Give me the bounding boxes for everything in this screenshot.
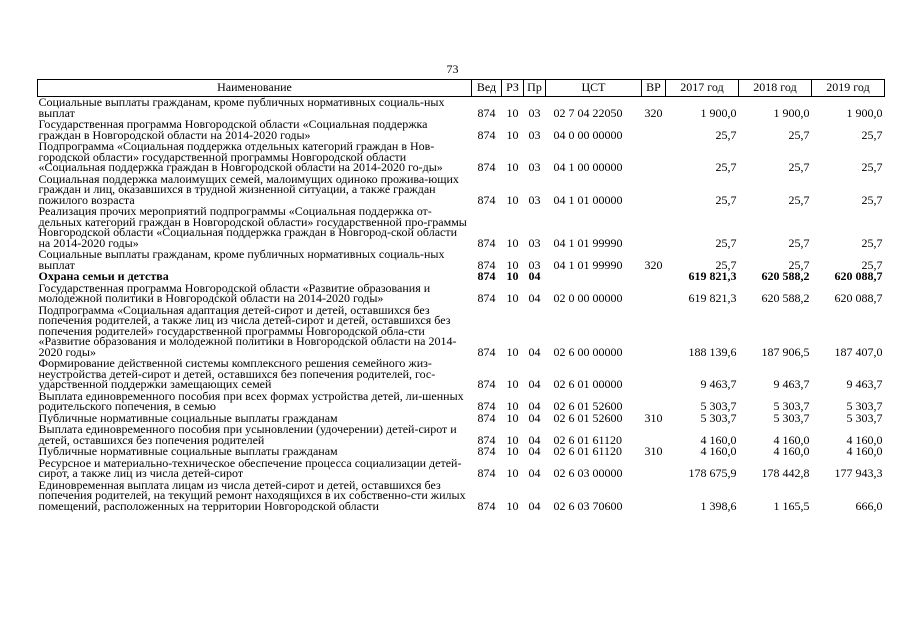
cell-vr xyxy=(642,358,666,391)
cell-vr: 320 xyxy=(644,257,663,271)
cell-rz: 10 xyxy=(506,291,519,305)
cell-pr: 04 xyxy=(528,412,541,424)
cell-cst: 04 1 01 99990 xyxy=(553,257,623,271)
cell-rz: 10 xyxy=(506,271,519,283)
cell-ved: 874 xyxy=(477,192,496,206)
cell-rz: 10 xyxy=(506,498,519,512)
cell-y2017: 25,7 xyxy=(715,257,737,271)
column-header-cst: ЦСТ xyxy=(546,80,642,97)
cell-y2017: 5 303,7 xyxy=(700,412,737,424)
cell-ved: 874 xyxy=(477,466,496,480)
cell-cst: 04 1 00 00000 xyxy=(553,160,623,174)
cell-y2018: 25,7 xyxy=(788,127,810,141)
cell-vr xyxy=(642,458,666,480)
page-number: 73 xyxy=(446,62,459,76)
cell-cst: 02 6 01 00000 xyxy=(553,377,623,391)
cell-name xyxy=(38,271,472,283)
table-row xyxy=(38,413,885,425)
row-name-text: Подпрограмма «Социальная адаптация детей-сирот и детей, оставшихся без попечения родителей, а также лиц из числа детей-сирот и детей, оставшихся без попечения родителей» государственной программы Новгородской обла-сти «Развитие образования и молодежной политики в Новгородской области на 2014-2020 годы» xyxy=(38,304,457,358)
table-row xyxy=(38,458,885,480)
cell-y2018: 178 442,8 xyxy=(761,466,810,480)
cell-y2018: 620 588,2 xyxy=(761,271,810,283)
cell-pr: 04 xyxy=(528,498,541,512)
cell-name xyxy=(38,174,472,207)
cell-vr xyxy=(642,119,666,141)
table-row xyxy=(38,97,885,120)
cell-rz: 10 xyxy=(506,432,519,446)
cell-pr: 04 xyxy=(528,271,541,283)
table-header-row xyxy=(38,80,885,97)
cell-y2017: 5 303,7 xyxy=(700,399,737,413)
cell-ved: 874 xyxy=(477,271,496,283)
cell-y2018: 620 588,2 xyxy=(761,291,810,305)
cell-pr: 03 xyxy=(528,235,541,249)
budget-table xyxy=(37,79,885,512)
column-header-pr: Пр xyxy=(524,80,546,97)
cell-name xyxy=(38,305,472,359)
cell-vr xyxy=(642,141,666,174)
cell-y2019: 25,7 xyxy=(861,257,883,271)
cell-y2017: 619 821,3 xyxy=(688,291,737,305)
cell-y2018: 1 165,5 xyxy=(773,498,810,512)
row-name-text: Государственная программа Новгородской области «Социальная поддержка граждан в Новгородской области на 2014-2020 годы» xyxy=(38,119,428,141)
cell-y2018: 5 303,7 xyxy=(773,412,810,424)
cell-ved: 874 xyxy=(477,257,496,271)
column-header-2018: 2018 год xyxy=(739,80,812,97)
column-header-name: Наименование xyxy=(38,80,472,97)
cell-pr: 03 xyxy=(528,105,541,119)
cell-y2017: 4 160,0 xyxy=(700,446,737,458)
cell-y2019: 4 160,0 xyxy=(846,446,883,458)
cell-y2017: 25,7 xyxy=(715,127,737,141)
cell-name xyxy=(38,480,472,513)
cell-pr: 04 xyxy=(528,446,541,458)
cell-y2017: 25,7 xyxy=(715,192,737,206)
table-row xyxy=(38,305,885,359)
cell-cst: 02 6 00 00000 xyxy=(553,344,623,358)
cell-vr xyxy=(642,480,666,513)
column-header-rz: РЗ xyxy=(502,80,524,97)
cell-y2017: 188 139,6 xyxy=(688,344,737,358)
row-name-text: Ресурсное и материально-техническое обеспечение процесса социализации детей-сирот, а также лиц из числа детей-сирот xyxy=(38,457,462,480)
cell-cst: 02 6 03 00000 xyxy=(553,466,623,480)
cell-rz: 10 xyxy=(506,399,519,413)
table-row xyxy=(38,424,885,446)
cell-rz: 10 xyxy=(506,105,519,119)
cell-rz: 10 xyxy=(506,344,519,358)
table-row xyxy=(38,480,885,513)
cell-y2019: 25,7 xyxy=(861,192,883,206)
row-name-text: Публичные нормативные социальные выплаты гражданам xyxy=(38,446,338,458)
cell-pr: 03 xyxy=(528,192,541,206)
cell-y2018: 25,7 xyxy=(788,235,810,249)
cell-y2019: 620 088,7 xyxy=(834,291,883,305)
cell-y2019: 620 088,7 xyxy=(834,271,883,283)
cell-cst xyxy=(546,271,642,283)
cell-name xyxy=(38,97,472,120)
cell-rz: 10 xyxy=(506,127,519,141)
cell-y2017: 25,7 xyxy=(715,160,737,174)
cell-cst: 02 6 01 52600 xyxy=(553,412,623,424)
column-header-vr: ВР xyxy=(642,80,666,97)
table-row xyxy=(38,249,885,271)
cell-ved: 874 xyxy=(477,432,496,446)
row-name-text: Реализация прочих мероприятий подпрограммы «Социальная поддержка от-дельных категорий граждан в Новгородской области» государственной про-граммы Новгородской области «Социальная поддержка граждан в Новгород-ской области на 2014-2020 годы» xyxy=(38,206,467,249)
cell-y2019: 5 303,7 xyxy=(846,412,883,424)
cell-pr: 04 xyxy=(528,399,541,413)
cell-pr: 04 xyxy=(528,432,541,446)
cell-name xyxy=(38,413,472,425)
cell-y2019: 666,0 xyxy=(855,498,883,512)
cell-rz: 10 xyxy=(506,377,519,391)
cell-ved: 874 xyxy=(477,412,496,424)
cell-cst: 02 6 01 52600 xyxy=(553,399,623,413)
column-header-2019: 2019 год xyxy=(812,80,885,97)
cell-vr: 310 xyxy=(644,446,663,458)
cell-vr xyxy=(642,391,666,413)
cell-name xyxy=(38,249,472,271)
cell-pr: 03 xyxy=(528,127,541,141)
cell-cst: 04 1 01 99990 xyxy=(553,235,623,249)
cell-cst: 02 6 03 70600 xyxy=(553,498,623,512)
cell-ved: 874 xyxy=(477,291,496,305)
cell-y2018: 25,7 xyxy=(788,160,810,174)
row-name-text: Социальные выплаты гражданам, кроме публичных нормативных социаль-ных выплат xyxy=(38,96,445,119)
cell-name xyxy=(38,424,472,446)
cell-y2019: 25,7 xyxy=(861,127,883,141)
row-name-text: Охрана семьи и детства xyxy=(38,271,169,283)
cell-pr: 03 xyxy=(528,257,541,271)
cell-name xyxy=(38,358,472,391)
cell-vr xyxy=(642,283,666,305)
cell-y2019: 5 303,7 xyxy=(846,399,883,413)
cell-rz: 10 xyxy=(506,192,519,206)
table-row xyxy=(38,391,885,413)
cell-rz: 10 xyxy=(506,257,519,271)
cell-name xyxy=(38,391,472,413)
cell-y2018: 187 906,5 xyxy=(761,344,810,358)
cell-rz: 10 xyxy=(506,235,519,249)
cell-cst: 02 6 01 61120 xyxy=(553,446,623,458)
cell-y2019: 25,7 xyxy=(861,160,883,174)
row-name-text: Единовременная выплата лицам из числа детей-сирот и детей, оставшихся без попечения родителей, на текущий ремонт находящихся в их собственно-сти жилых помещений, расположенных на территории Новгородской области xyxy=(38,479,466,512)
cell-vr xyxy=(642,271,666,283)
cell-ved: 874 xyxy=(477,446,496,458)
cell-y2017: 178 675,9 xyxy=(688,466,737,480)
row-name-text: Публичные нормативные социальные выплаты гражданам xyxy=(38,412,338,424)
cell-pr: 04 xyxy=(528,344,541,358)
cell-name xyxy=(38,458,472,480)
cell-ved: 874 xyxy=(477,498,496,512)
cell-pr: 04 xyxy=(528,377,541,391)
cell-name xyxy=(38,206,472,249)
cell-vr xyxy=(642,174,666,207)
cell-ved: 874 xyxy=(477,344,496,358)
table-row xyxy=(38,206,885,249)
cell-cst: 02 7 04 22050 xyxy=(553,105,623,119)
cell-y2017: 4 160,0 xyxy=(700,432,737,446)
cell-y2019: 25,7 xyxy=(861,235,883,249)
cell-vr xyxy=(642,305,666,359)
cell-rz: 10 xyxy=(506,160,519,174)
cell-y2018: 25,7 xyxy=(788,192,810,206)
cell-cst: 04 1 01 00000 xyxy=(553,192,623,206)
cell-name xyxy=(38,446,472,458)
table-row xyxy=(38,283,885,305)
cell-rz: 10 xyxy=(506,446,519,458)
table-row xyxy=(38,119,885,141)
cell-name xyxy=(38,141,472,174)
cell-y2018: 9 463,7 xyxy=(773,377,810,391)
cell-cst: 02 0 00 00000 xyxy=(553,291,623,305)
cell-y2018: 1 900,0 xyxy=(773,105,810,119)
table-row xyxy=(38,174,885,207)
cell-y2019: 177 943,3 xyxy=(834,466,883,480)
row-name-text: Формирование действенной системы комплексного решения семейного жиз-неустройства детей-сирот и детей, оставшихся без попечения родителей, гос-ударственной поддержки замещающих семей xyxy=(38,358,436,391)
row-name-text: Выплата единовременного пособия при всех формах устройства детей, ли-шенных родительского попечения, в семью xyxy=(38,390,464,413)
cell-pr: 04 xyxy=(528,291,541,305)
cell-ved: 874 xyxy=(477,127,496,141)
row-name-text: Государственная программа Новгородской области «Развитие образования и молодежной политики в Новгородской области на 2014-2020 годы» xyxy=(38,282,431,305)
cell-vr xyxy=(642,206,666,249)
column-header-ved: Вед xyxy=(472,80,502,97)
cell-vr: 320 xyxy=(644,105,663,119)
cell-y2017: 25,7 xyxy=(715,235,737,249)
cell-y2018: 4 160,0 xyxy=(773,432,810,446)
row-name-text: Выплата единовременного пособия при усыновлении (удочерении) детей-сирот и детей, оставшихся без попечения родителей xyxy=(38,424,457,446)
cell-y2017: 619 821,3 xyxy=(688,271,737,283)
row-name-text: Социальная поддержка малоимущих семей, малоимущих одиноко прожива-ющих граждан и лиц, оказавшихся в трудной жизненной ситуации, а также граждан пожилого возраста xyxy=(38,173,459,206)
cell-y2017: 9 463,7 xyxy=(700,377,737,391)
table-body xyxy=(38,97,885,513)
cell-y2019: 9 463,7 xyxy=(846,377,883,391)
cell-ved: 874 xyxy=(477,377,496,391)
cell-ved: 874 xyxy=(477,399,496,413)
cell-y2019: 4 160,0 xyxy=(846,432,883,446)
cell-cst: 04 0 00 00000 xyxy=(553,127,623,141)
cell-y2017: 1 398,6 xyxy=(700,498,737,512)
cell-y2018: 25,7 xyxy=(788,257,810,271)
cell-rz: 10 xyxy=(506,412,519,424)
cell-ved: 874 xyxy=(477,235,496,249)
row-name-text: Социальные выплаты гражданам, кроме публичных нормативных социаль-ных выплат xyxy=(38,249,445,271)
column-header-2017: 2017 год xyxy=(666,80,739,97)
cell-vr: 310 xyxy=(644,412,663,424)
table-row xyxy=(38,141,885,174)
cell-y2019: 187 407,0 xyxy=(834,344,883,358)
table-row xyxy=(38,446,885,458)
cell-vr xyxy=(642,424,666,446)
cell-rz: 10 xyxy=(506,466,519,480)
cell-ved: 874 xyxy=(477,160,496,174)
table-row xyxy=(38,358,885,391)
cell-y2017: 1 900,0 xyxy=(700,105,737,119)
row-name-text: Подпрограмма «Социальная поддержка отдельных категорий граждан в Нов-городской области» государственной программы Новгородской области «Социальная поддержка граждан в Новгородской области на 2014-2020 го-ды» xyxy=(38,141,443,174)
cell-y2018: 4 160,0 xyxy=(773,446,810,458)
table-row xyxy=(38,271,885,283)
cell-y2018: 5 303,7 xyxy=(773,399,810,413)
cell-name xyxy=(38,119,472,141)
cell-pr: 03 xyxy=(528,160,541,174)
cell-cst: 02 6 01 61120 xyxy=(553,432,623,446)
cell-y2019: 1 900,0 xyxy=(846,105,883,119)
cell-name xyxy=(38,283,472,305)
cell-pr: 04 xyxy=(528,466,541,480)
cell-ved: 874 xyxy=(477,105,496,119)
